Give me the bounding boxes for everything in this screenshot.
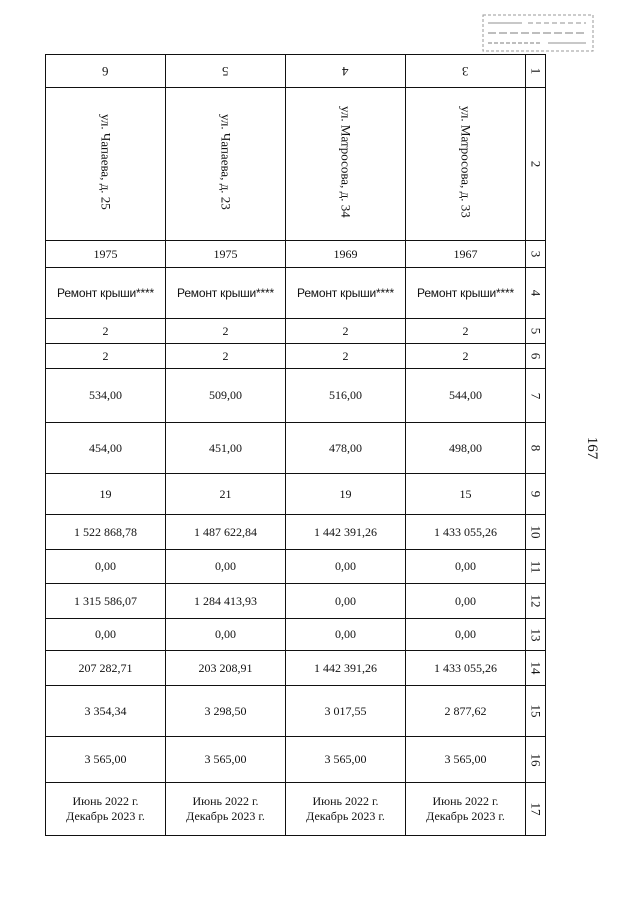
row-number-cell: 7 (526, 369, 546, 423)
table-cell: 2 (46, 319, 166, 344)
table-cell: 478,00 (286, 423, 406, 474)
table-cell: 2 (406, 319, 526, 344)
period-end: Декабрь 2023 г. (426, 809, 505, 823)
row-number-cell: 9 (526, 474, 546, 515)
table-cell: 2 (286, 319, 406, 344)
table-row (46, 619, 546, 651)
table-cell: 3 565,00 (286, 737, 406, 783)
table-cell: 2 (46, 344, 166, 369)
row-number-cell: 1 (526, 55, 546, 88)
period-start: Июнь 2022 г. (72, 794, 139, 808)
column-number-cell: 5 (166, 55, 286, 88)
table-cell: 2 (286, 344, 406, 369)
table-row (46, 651, 546, 686)
address-cell: ул. Чапаева, д. 23 (166, 88, 286, 241)
period-end: Декабрь 2023 г. (186, 809, 265, 823)
row-number-cell: 6 (526, 344, 546, 369)
row-number-cell: 8 (526, 423, 546, 474)
table-row (46, 423, 546, 474)
table-cell: 509,00 (166, 369, 286, 423)
table-cell: 451,00 (166, 423, 286, 474)
period-cell (166, 783, 286, 836)
column-number-cell: 3 (406, 55, 526, 88)
table-cell: 3 565,00 (166, 737, 286, 783)
table-row (46, 55, 546, 88)
table-cell: 516,00 (286, 369, 406, 423)
table-cell: 1 487 622,84 (166, 515, 286, 550)
housing-repair-table (45, 54, 546, 836)
table-cell: 544,00 (406, 369, 526, 423)
table-row (46, 686, 546, 737)
column-number-cell: 4 (286, 55, 406, 88)
period-start: Июнь 2022 г. (312, 794, 379, 808)
page-number: 167 (584, 436, 600, 460)
table-cell: 3 565,00 (46, 737, 166, 783)
table-cell: 1 522 868,78 (46, 515, 166, 550)
year-cell: 1975 (46, 241, 166, 268)
table-cell: 3 017,55 (286, 686, 406, 737)
table-row (46, 737, 546, 783)
address-cell: ул. Чапаева, д. 25 (46, 88, 166, 241)
table-cell: 19 (286, 474, 406, 515)
row-number-cell: 17 (526, 783, 546, 836)
row-number-cell: 5 (526, 319, 546, 344)
table-cell: 0,00 (46, 550, 166, 584)
year-cell: 1969 (286, 241, 406, 268)
row-number-cell: 12 (526, 584, 546, 619)
table-cell: 454,00 (46, 423, 166, 474)
period-end: Декабрь 2023 г. (306, 809, 385, 823)
year-cell: 1975 (166, 241, 286, 268)
table-cell: 2 (166, 344, 286, 369)
row-number-cell: 2 (526, 88, 546, 241)
table-cell: 19 (46, 474, 166, 515)
table-cell: 1 442 391,26 (286, 515, 406, 550)
table-cell: 2 (166, 319, 286, 344)
table-cell: 1 442 391,26 (286, 651, 406, 686)
table-cell: 203 208,91 (166, 651, 286, 686)
table-cell: 498,00 (406, 423, 526, 474)
table-cell: 1 433 055,26 (406, 651, 526, 686)
table-cell: 0,00 (166, 619, 286, 651)
table-cell: 0,00 (166, 550, 286, 584)
table-row (46, 783, 546, 836)
table-row (46, 584, 546, 619)
table-cell: 1 315 586,07 (46, 584, 166, 619)
address-cell: ул. Матросова, д. 33 (406, 88, 526, 241)
table-row (46, 474, 546, 515)
period-start: Июнь 2022 г. (432, 794, 499, 808)
row-number-cell: 3 (526, 241, 546, 268)
table-cell: 15 (406, 474, 526, 515)
work-type-cell: Ремонт крыши**** (406, 268, 526, 319)
table-cell: 0,00 (406, 584, 526, 619)
electronic-signature-stamp (482, 14, 594, 52)
row-number-cell: 11 (526, 550, 546, 584)
table-cell: 1 284 413,93 (166, 584, 286, 619)
period-cell (286, 783, 406, 836)
work-type-cell: Ремонт крыши**** (166, 268, 286, 319)
table-row (46, 550, 546, 584)
table-cell: 207 282,71 (46, 651, 166, 686)
table-cell: 2 (406, 344, 526, 369)
table-row (46, 319, 546, 344)
period-start: Июнь 2022 г. (192, 794, 259, 808)
table-cell: 0,00 (286, 619, 406, 651)
work-type-cell: Ремонт крыши**** (286, 268, 406, 319)
table-cell: 3 354,34 (46, 686, 166, 737)
stamp-graphic (482, 14, 594, 52)
column-number-cell: 6 (46, 55, 166, 88)
table-cell: 0,00 (286, 550, 406, 584)
row-number-cell: 14 (526, 651, 546, 686)
table-row (46, 241, 546, 268)
period-end: Декабрь 2023 г. (66, 809, 145, 823)
work-type-cell: Ремонт крыши**** (46, 268, 166, 319)
row-number-cell: 16 (526, 737, 546, 783)
row-number-cell: 4 (526, 268, 546, 319)
table-row (46, 268, 546, 319)
table-cell: 2 877,62 (406, 686, 526, 737)
table-cell: 0,00 (406, 550, 526, 584)
table-row (46, 515, 546, 550)
table-cell: 534,00 (46, 369, 166, 423)
period-cell (46, 783, 166, 836)
table-cell: 3 298,50 (166, 686, 286, 737)
row-number-cell: 15 (526, 686, 546, 737)
table-cell: 0,00 (406, 619, 526, 651)
table-cell: 0,00 (286, 584, 406, 619)
table-cell: 0,00 (46, 619, 166, 651)
table-row (46, 344, 546, 369)
table-cell: 3 565,00 (406, 737, 526, 783)
row-number-cell: 13 (526, 619, 546, 651)
table-row (46, 369, 546, 423)
row-number-cell: 10 (526, 515, 546, 550)
table-row (46, 88, 546, 241)
address-cell: ул. Матросова, д. 34 (286, 88, 406, 241)
table-cell: 1 433 055,26 (406, 515, 526, 550)
table-cell: 21 (166, 474, 286, 515)
period-cell (406, 783, 526, 836)
year-cell: 1967 (406, 241, 526, 268)
